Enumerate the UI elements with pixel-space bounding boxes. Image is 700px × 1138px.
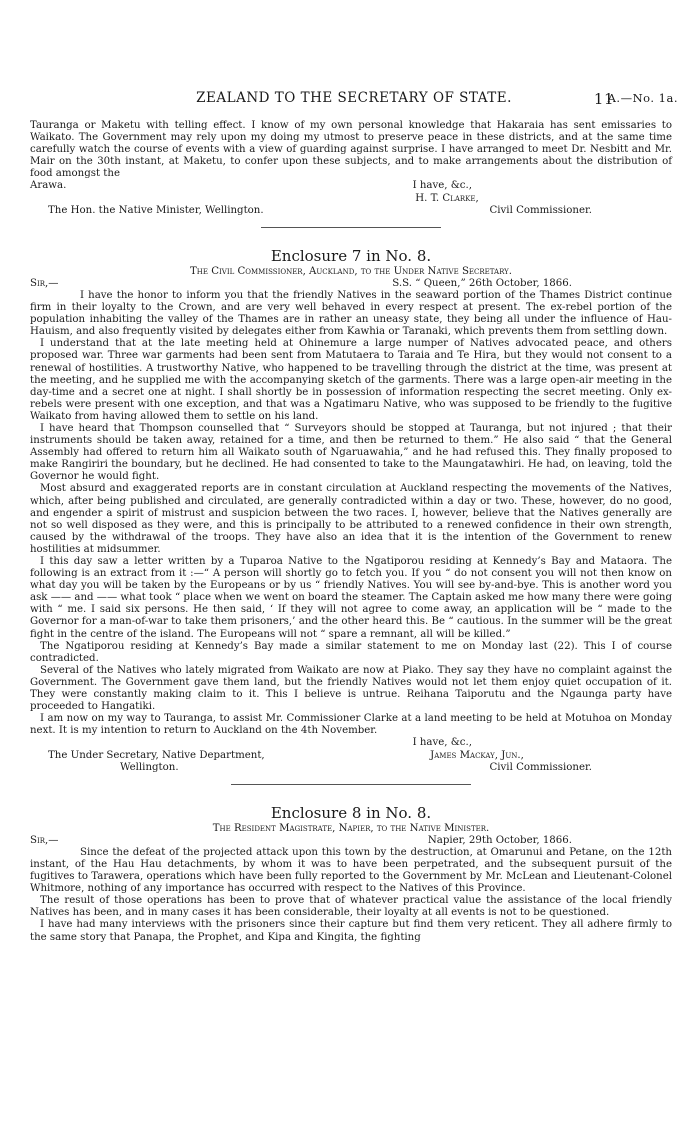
enclosure-8-paragraph: Since the defeat of the projected attack upon this town by the destruction, at Omarunui and Petane, on the 12th instant, of the Hau Hau detachments, by whom it was to have been perpetrated, and the subsequent pursuit of the fugitives to Tarawera, operations which have been fully reported to the Government by Mr. McLean and Lieutenant-Colonel Whitmore, nothing of any importance has occurred with respect to the Natives of this Province. <box>30 846 672 895</box>
running-header <box>30 90 678 112</box>
enclosure-7-paragraph: Most absurd and exaggerated reports are in constant circulation at Auckland respecting the movements of the Natives, which, after being published and circulated, are generally contradicted within a day or two. These, however, do no good, and engender a spirit of mistrust and suspicion between the two races. I, however, believe that the Natives generally are not so well disposed as they were, and this is principally to be attributed to a renewed confidence in their own strength, caused by the withdrawal of the troops. They have also an idea that it is the intention of the Government to renew hostilities at midsummer. <box>30 483 672 555</box>
opening-signer-title: Civil Commissioner. <box>489 204 592 216</box>
enclosure-7-signer-title: Civil Commissioner. <box>489 761 592 773</box>
opening-closing-row <box>30 180 672 192</box>
opening-closing: I have, &c., <box>412 180 472 192</box>
enclosure-8-paragraph: I have had many interviews with the prisoners since their capture but find them very reticent. They all adhere firmly to the same story that Panapa, the Prophet, and Kipa and Kingita, the fighting <box>30 919 672 943</box>
enclosure-7-addressee-line-1: The Under Secretary, Native Department, <box>48 749 265 761</box>
opening-addressee: The Hon. the Native Minister, Wellington. <box>48 204 264 216</box>
section-divider <box>261 227 441 228</box>
section-divider <box>231 784 471 785</box>
document-reference: A.—No. 1a. <box>607 91 678 105</box>
enclosure-7-subheading: The Civil Commissioner, Auckland, to the Under Native Secretary. <box>189 265 513 277</box>
enclosure-7-paragraph: I have heard that Thompson counselled that “ Surveyors should be stopped at Tauranga, but not injured ; that their instruments should be taken away, retained for a time, and then be returned to them.” He also said “ that the General Assembly had offered to return him all Waikato south of Ngaruawahia,” and he had refused this. They finally proposed to make Rangiriri the boundary, but he declined. He had consented to take to the Maungatawhiri. He had, on leaving, told the Governor he would fight. <box>30 422 672 483</box>
enclosure-7-paragraph: I understand that at the late meeting held at Ohinemure a large numper of Natives advocated peace, and others proposed war. Three war garments had been sent from Matutaera to Taraia and Te Hira, but they would not consent to a renewal of hostilities. A trustworthy Native, who happened to be travelling through the district at the time, was present at the meeting, and he supplied me with the accompanying sketch of the garments. There was a large open-air meeting in the day-time and a secret one at night. I shall shortly be in possession of information respecting the secret meeting. Only ex-rebels were present with one exception, and that was a Ngatimaru Native, who was supposed to be friendly to the fugitive Waikato from having allowed them to settle on his land. <box>30 338 672 422</box>
enclosure-7-addressee-line-2: Wellington. <box>120 761 179 773</box>
opening-addressee-row <box>30 205 672 217</box>
opening-signer-row <box>30 193 672 205</box>
enclosure-7-salutation-row <box>30 278 672 290</box>
enclosure-8-paragraph: The result of those operations has been to prove that of whatever practical value the assistance of the local friendly Natives has been, and in many cases it has been considerable, their loyalty at all events is not to be questioned. <box>30 895 672 919</box>
enclosure-8-subheading: The Resident Magistrate, Napier, to the Native Minister. <box>212 822 490 834</box>
enclosure-8-heading: Enclosure 8 in No. 8. <box>270 803 432 822</box>
opening-paragraph: Tauranga or Maketu with telling effect. I know of my own personal knowledge that Hakaraia has sent emissaries to Waikato. The Government may rely upon my doing my utmost to preserve peace in these districts, and at the same time carefully watch the course of events with a view of guarding against surprise. I have arranged to meet Dr. Nesbitt and Mr. Mair on the 30th instant, at Maketu, to confer upon these subjects, and to make arrangements about the distribution of food amongst the <box>30 120 672 180</box>
enclosure-8-salutation-row <box>30 835 672 847</box>
enclosure-7-paragraph: I have the honor to inform you that the friendly Natives in the seaward portion of the Thames District continue firm in their loyalty to the Crown, and are very well behaved in every respect at present. The ex-rebel portion of the population inhabiting the valley of the Thames are in rather an uneasy state, they being all under the influence of Hau-Hauism, and also frequently visited by delegates either from Kawhia or Taranaki, which prevents them from settling down. <box>30 289 672 338</box>
header-title: ZEALAND TO THE SECRETARY OF STATE. <box>196 90 512 106</box>
enclosure-7-signer: James Mackay, Jun., <box>430 749 524 761</box>
enclosure-7-paragraph: The Ngatiporou residing at Kennedy’s Bay made a similar statement to me on Monday last (22). This I of course contradicted. <box>30 640 672 664</box>
opening-signer: H. T. Clarke, <box>415 192 479 204</box>
enclosure-7-sign-row-2 <box>30 762 672 774</box>
page-number: 11 <box>593 90 614 108</box>
enclosure-7-paragraph: I am now on my way to Tauranga, to assist Mr. Commissioner Clarke at a land meeting to be held at Motuhoa on Monday next. It is my intention to return to Auckland on the 4th November. <box>30 713 672 737</box>
enclosure-7-closing-row <box>30 737 672 749</box>
enclosure-7-closing: I have, &c., <box>412 737 472 749</box>
enclosure-7-paragraph: I this day saw a letter written by a Tuparoa Native to the Ngatiporou residing at Kennedy’s Bay and Mataora. The following is an extract from it :—“ A person will shortly go to fetch you. If you “ do not consent you will not then know on what day you will be taken by the Europeans or by us “ friendly Natives. You will see by-and-bye. This is another word you ask —— and —— what took “ place when we went on board the steamer. The Captain asked me how many there were going with “ me. I said six persons. He then said, ‘ If they will not agree to come away, an application will be “ made to the Governor for a man-of-war to take them prisoners,’ and the other heard this. Be “ cautious. In the summer will be the great fight in the centre of the island. The Europeans will not “ spare a remnant, all will be killed.” <box>30 556 672 640</box>
enclosure-7-heading: Enclosure 7 in No. 8. <box>270 246 432 265</box>
enclosure-8-dateline: Napier, 29th October, 1866. <box>427 834 572 846</box>
enclosure-7-paragraph: Several of the Natives who lately migrated from Waikato are now at Piako. They say they have no complaint against the Government. The Government gave them land, but the friendly Natives would not let them enjoy quiet occupation of it. They were constantly making claim to it. This I believe is untrue. Reihana Taiporutu and the Ngaunga party have proceeded to Hangatiki. <box>30 664 672 713</box>
enclosure-7-dateline: S.S. “ Queen,” 26th October, 1866. <box>392 277 572 289</box>
page-body <box>30 120 672 944</box>
enclosure-7-sign-row-1 <box>30 750 672 762</box>
opening-last-word: Arawa. <box>30 180 67 192</box>
enclosure-8-salutation: Sir,— <box>30 834 59 846</box>
enclosure-7-salutation: Sir,— <box>30 277 59 289</box>
